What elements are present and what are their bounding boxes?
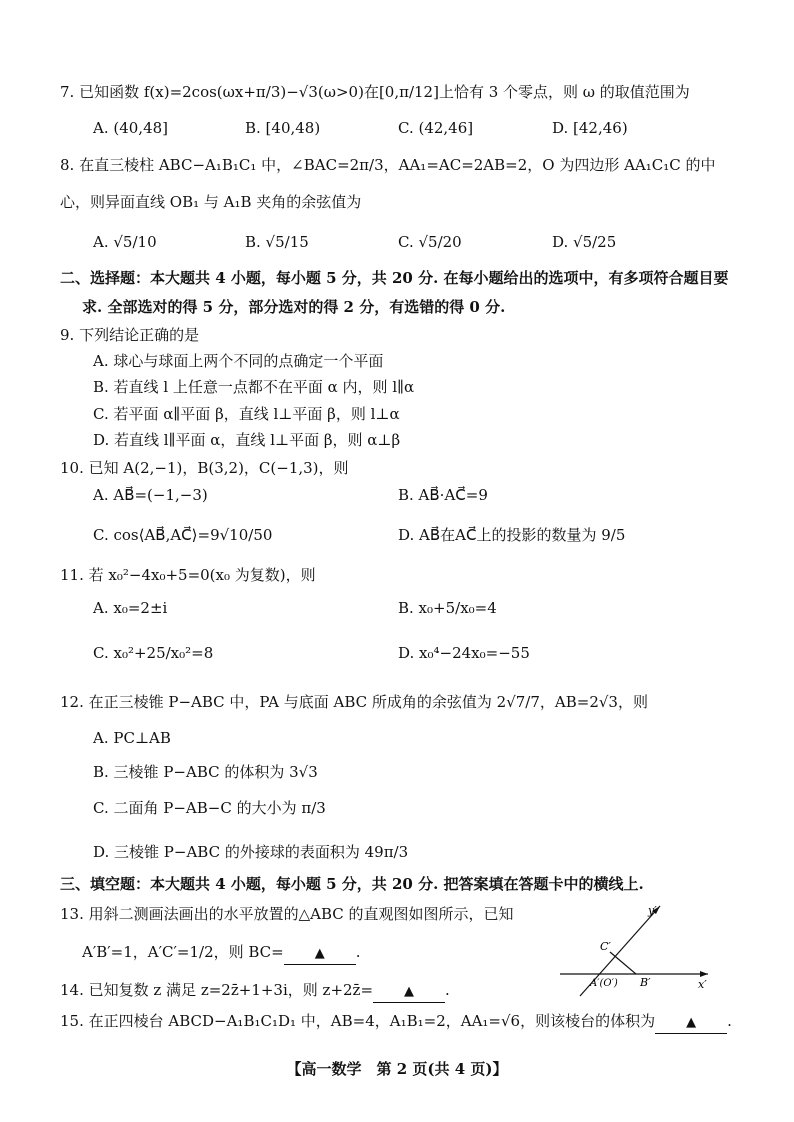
q10-stem: 10. 已知 A(2,−1)，B(3,2)，C(−1,3)，则 [60, 459, 349, 477]
q8-option-b: B. √5/15 [245, 233, 309, 251]
q14-stem [60, 980, 450, 1003]
q7-option-a: A. (40,48] [93, 119, 169, 137]
q7-option-c: C. (42,46] [398, 119, 474, 137]
q15-text: 15. 在正四棱台 ABCD−A₁B₁C₁D₁ 中，AB=4，A₁B₁=2，AA₁=√6，则该棱台的体积为 [60, 1012, 656, 1030]
q10-option-a: A. AB⃗=(−1,−3) [93, 486, 208, 504]
q8-option-a: A. √5/10 [93, 233, 157, 251]
q8-option-c: C. √5/20 [398, 233, 462, 251]
q7-option-b: B. [40,48) [245, 119, 321, 137]
label-b-prime: B′ [640, 976, 651, 989]
q12-option-c: C. 二面角 P−AB−C 的大小为 π/3 [93, 799, 326, 817]
q10-option-b: B. AB⃗·AC⃗=9 [398, 486, 488, 504]
label-a-prime-origin: A′(O′) [590, 978, 618, 989]
q11-stem: 11. 若 x₀²−4x₀+5=0(x₀ 为复数)，则 [60, 566, 316, 584]
q10-option-d: D. AB⃗在AC⃗上的投影的数量为 9/5 [398, 526, 626, 544]
q11-option-b: B. x₀+5/x₀=4 [398, 599, 497, 617]
section2-heading-line1: 二、选择题：本大题共 4 小题，每小题 5 分，共 20 分. 在每小题给出的选项中，有多项符合题目要 [60, 269, 729, 287]
q15-blank-marker: ▲ [686, 1015, 697, 1030]
segment-c-b [610, 952, 636, 974]
q13-answer-blank [284, 944, 356, 965]
q13-stem-line1: 13. 用斜二测画法画出的水平放置的△ABC 的直观图如图所示，已知 [60, 905, 514, 923]
label-x-prime: x′ [698, 978, 707, 991]
q14-text: 14. 已知复数 z 满足 z=2z̄+1+3i，则 z+2z̄= [60, 981, 374, 999]
q9-option-c: C. 若平面 α∥平面 β，直线 l⊥平面 β，则 l⊥α [93, 405, 400, 423]
q14-blank-marker: ▲ [404, 984, 415, 999]
q9-option-a: A. 球心与球面上两个不同的点确定一个平面 [93, 352, 384, 370]
q11-option-c: C. x₀²+25/x₀²=8 [93, 644, 214, 662]
q12-stem: 12. 在正三棱锥 P−ABC 中，PA 与底面 ABC 所成角的余弦值为 2√7/7，AB=2√3，则 [60, 693, 648, 711]
q9-option-b: B. 若直线 l 上任意一点都不在平面 α 内，则 l∥α [93, 378, 415, 396]
q15-end: . [727, 1012, 732, 1030]
q13-blank-marker: ▲ [314, 946, 325, 961]
x-axis-arrow [700, 971, 708, 977]
q13-end: . [355, 943, 361, 961]
q7-stem: 7. 已知函数 f(x)=2cos(ωx+π/3)−√3(ω>0)在[0,π/12]上恰有 3 个零点，则 ω 的取值范围为 [60, 83, 690, 101]
q15-stem [60, 1011, 732, 1034]
q14-answer-blank [373, 982, 445, 1003]
page-footer: 【高一数学 第 2 页(共 4 页)】 [286, 1060, 508, 1078]
q7-option-d: D. [42,46) [552, 119, 628, 137]
q9-stem: 9. 下列结论正确的是 [60, 326, 200, 344]
label-y-prime: y′ [648, 904, 657, 917]
q8-stem-line2: 心，则异面直线 OB₁ 与 A₁B 夹角的余弦值为 [60, 193, 362, 211]
q10-option-c: C. cos⟨AB⃗,AC⃗⟩=9√10/50 [93, 526, 273, 544]
label-c-prime: C′ [600, 940, 611, 953]
q12-option-a: A. PC⊥AB [93, 729, 171, 747]
q13-stem-line2 [82, 942, 361, 965]
q12-option-b: B. 三棱锥 P−ABC 的体积为 3√3 [93, 763, 318, 781]
q11-option-d: D. x₀⁴−24x₀=−55 [398, 644, 530, 662]
q8-option-d: D. √5/25 [552, 233, 617, 251]
q11-option-a: A. x₀=2±i [93, 599, 168, 617]
q14-end: . [445, 981, 450, 999]
section3-heading: 三、填空题：本大题共 4 小题，每小题 5 分，共 20 分. 把答案填在答题卡中的横线上. [60, 875, 644, 893]
q13-text: A′B′=1，A′C′=1/2，则 BC= [82, 943, 284, 961]
section2-heading-line2: 求. 全部选对的得 5 分，部分选对的得 2 分，有选错的得 0 分. [82, 298, 506, 316]
q9-option-d: D. 若直线 l∥平面 α，直线 l⊥平面 β，则 α⊥β [93, 431, 401, 449]
oblique-projection-figure [560, 900, 710, 1000]
q12-option-d: D. 三棱锥 P−ABC 的外接球的表面积为 49π/3 [93, 843, 409, 861]
q15-answer-blank [655, 1013, 727, 1034]
q8-stem-line1: 8. 在直三棱柱 ABC−A₁B₁C₁ 中，∠BAC=2π/3，AA₁=AC=2AB=2，O 为四边形 AA₁C₁C 的中 [60, 156, 716, 174]
